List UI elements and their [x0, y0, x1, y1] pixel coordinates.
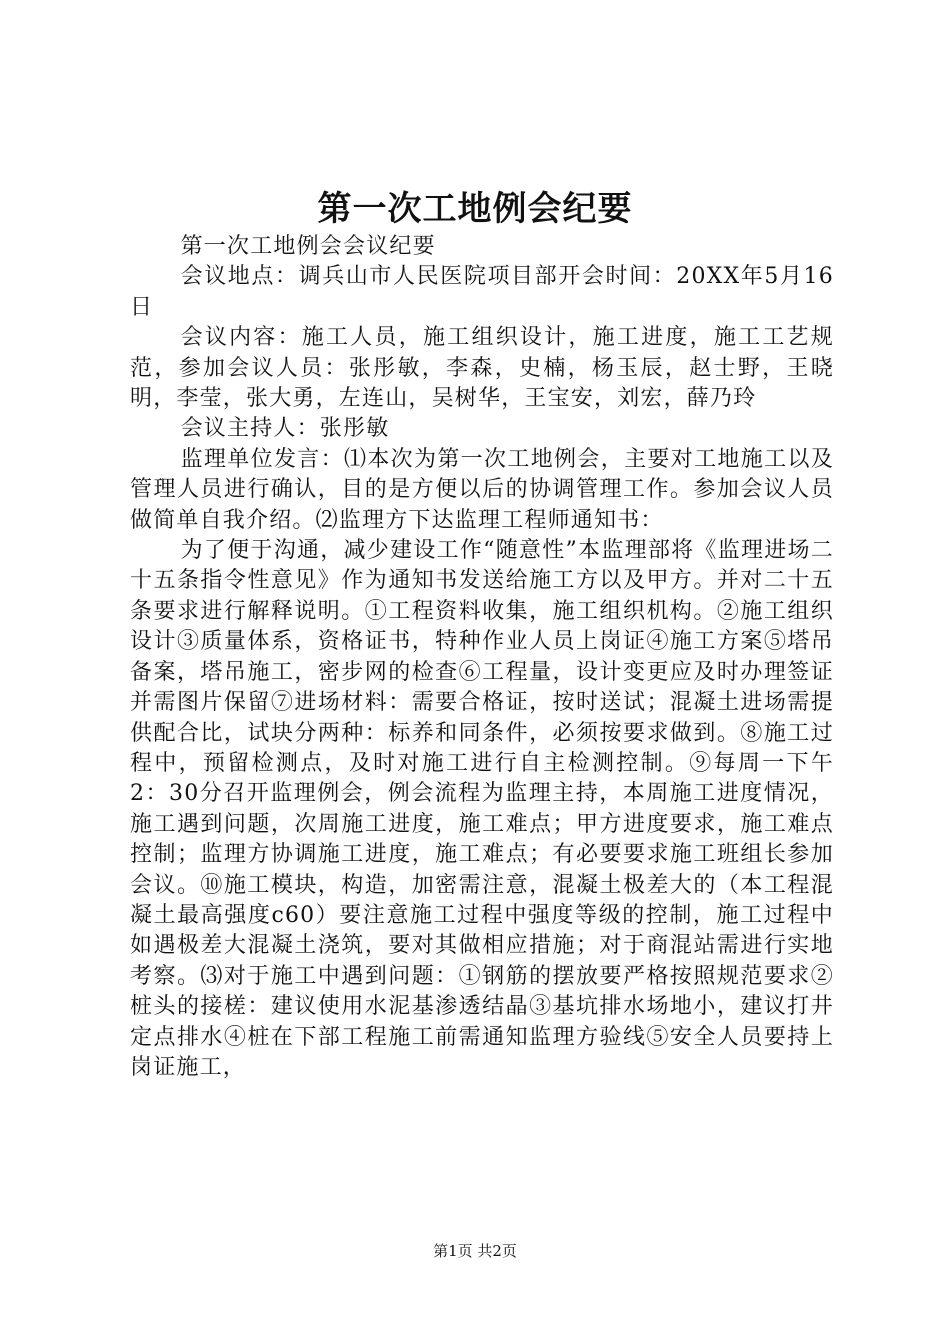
document-title: 第一次工地例会纪要	[317, 189, 633, 229]
document-body	[130, 232, 834, 1083]
paragraph-subtitle: 第一次工地例会会议纪要	[180, 234, 436, 259]
paragraph-notice-details: 为了便于沟通，减少建设工作“随意性”本监理部将《监理进场二十五条指令性意见》作为通知书发送给施工方以及甲方。并对二十五条要求进行解释说明。①工程资料收集，施工组织机构。②施工组织设计③质量体系，资格证书，特种作业人员上岗证④施工方案⑤塔吊备案，塔吊施工，密步网的检查⑥工程量，设计变更应及时办理签证并需图片保留⑦进场材料：需要合格证，按时送试；混凝土进场需提供配合比，试块分两种：标养和同条件，必须按要求做到。⑧施工过程中，预留检测点，及时对施工进行自主检测控制。⑨每周一下午2：30分召开监理例会，例会流程为监理主持，本周施工进度情况，施工遇到问题，次周施工进度，施工难点；甲方进度要求，施工难点控制；监理方协调施工进度，施工难点；有必要要求施工班组长参加会议。⑩施工模块，构造，加密需注意，混凝土极差大的（本工程混凝土最高强度c60）要注意施工过程中强度等级的控制，施工过程中如遇极差大混凝土浇筑，要对其做相应措施；对于商混站需进行实地考察。⑶对于施工中遇到问题：①钢筋的摆放要严格按照规范要求②桩头的接槎：建议使用水泥基渗透结晶③基坑排水场地小，建议打井定点排水④桩在下部工程施工前需通知监理方验线⑤安全人员要持上岗证施工，	[130, 538, 834, 1080]
paragraph-host: 会议主持人：张彤敏	[180, 416, 390, 442]
paragraph-location-time: 会议地点：调兵山市人民医院项目部开会时间：20XX年5月16日	[130, 264, 834, 320]
paragraph-content-attendees: 会议内容：施工人员，施工组织设计，施工进度，施工工艺规范，参加会议人员：张彤敏，李森，史楠，杨玉辰，赵士野，王晓明，李莹，张大勇，左连山，吴树华，王宝安，刘宏，薛乃玲	[130, 325, 834, 412]
paragraph-supervisor-speech: 监理单位发言：⑴本次为第一次工地例会，主要对工地施工以及管理人员进行确认，目的是方便以后的协调管理工作。参加会议人员做简单自我介绍。⑵监理方下达监理工程师通知书：	[130, 446, 834, 533]
page-number-footer: 第1页 共2页	[433, 1242, 517, 1260]
